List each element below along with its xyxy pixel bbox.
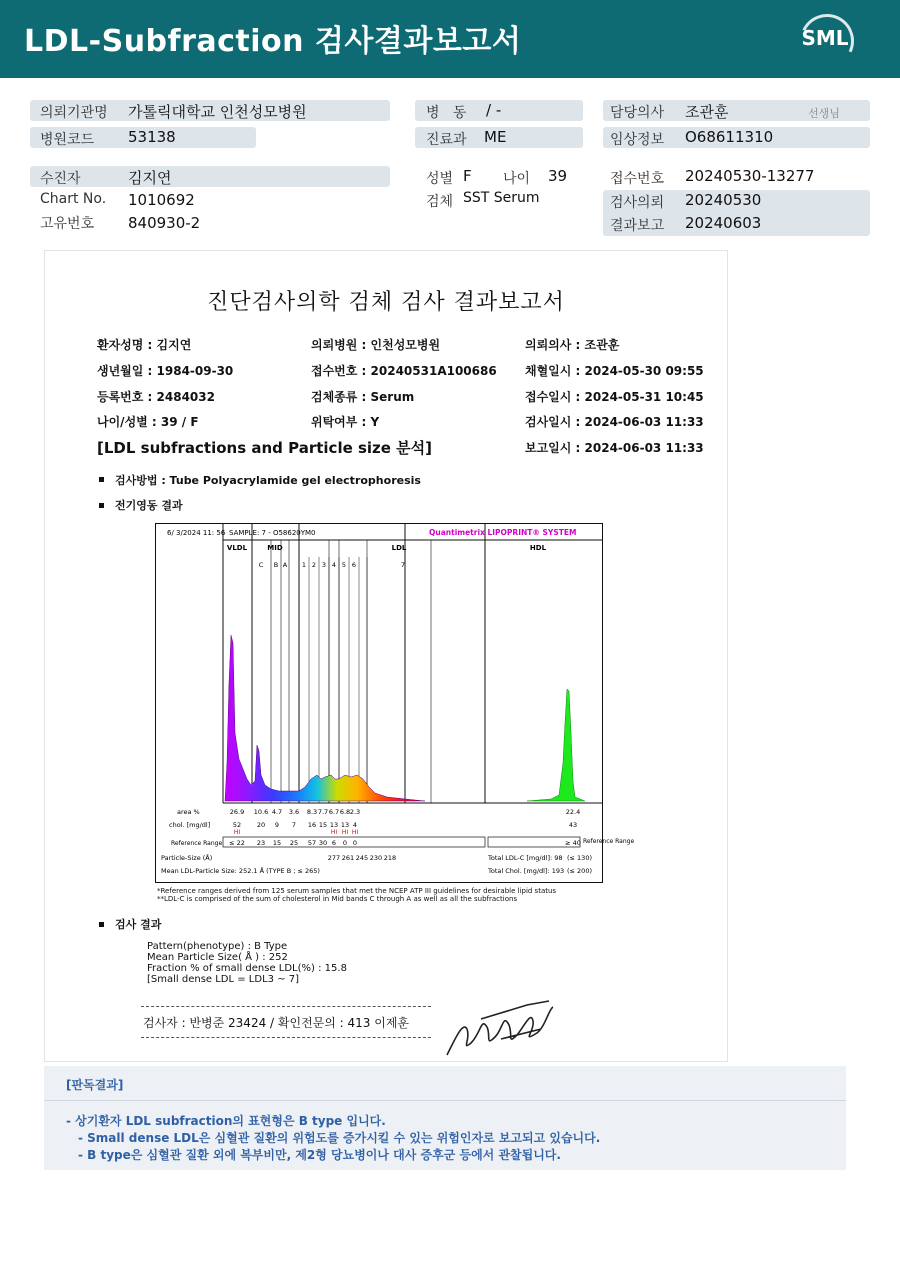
footnote-1: *Reference ranges derived from 125 serum samples that met the NCEP ATP III guidelines for desirable lipid status [157, 887, 557, 895]
band-label-B: B [273, 561, 279, 569]
result-title: 검사 결과 [115, 918, 162, 931]
unique-value: 840930-2 [128, 214, 201, 232]
bullet-method [99, 477, 104, 482]
field-specimen: 검체종류 : Serum [311, 390, 415, 404]
requester-value: 가톨릭대학교 인천성모병원 [128, 103, 307, 121]
bullet-electro [99, 503, 104, 508]
sex-label: 성별 [426, 171, 454, 187]
row-chol-label: chol. [mg/dl] [169, 821, 211, 829]
band-label-1: 1 [301, 561, 307, 569]
particle-size-values [328, 854, 396, 862]
group-label-ldl: LDL [391, 544, 407, 552]
particle-size-3: 230 [369, 854, 383, 862]
chol-value-4: 16 [307, 821, 317, 829]
field-hospital: 의뢰병원 : 인천성모병원 [311, 338, 441, 352]
band-label-C: C [258, 561, 264, 569]
particle-size-1: 261 [341, 854, 355, 862]
band-label-5: 5 [341, 561, 347, 569]
patient-row [30, 166, 390, 187]
field-patient-name: 환자성명 : 김지연 [97, 338, 192, 352]
chol-value-5: 15 [318, 821, 328, 829]
clinical-label: 임상정보 [610, 132, 665, 148]
chol-value-2: 9 [274, 821, 280, 829]
area-value-7: 6.8 [339, 808, 351, 816]
bullet-result [99, 922, 104, 927]
hi-flag-3: HI [351, 829, 359, 836]
field-birth: 생년월일 : 1984-09-30 [97, 364, 234, 378]
report-date-value: 20240603 [685, 214, 762, 232]
requester-label: 의뢰기관명 [40, 105, 108, 121]
hi-flag-0: HI [233, 829, 241, 836]
area-value-3: 3.6 [288, 808, 300, 816]
group-label-vldl: VLDL [226, 544, 248, 552]
ref-value-4: 57 [307, 839, 317, 847]
particle-size-2: 245 [355, 854, 369, 862]
judgement-line-1: - 상기환자 LDL subfraction의 표현형은 B type 입니다. [66, 1114, 386, 1128]
area-value-6: 6.7 [328, 808, 340, 816]
band-label-4: 4 [331, 561, 337, 569]
hi-flag-2: HI [341, 829, 349, 836]
age-value: 39 [548, 167, 568, 185]
hospital-code-value: 53138 [128, 128, 176, 146]
band-label-6: 6 [351, 561, 357, 569]
patient-label: 수진자 [40, 171, 81, 187]
particle-size-4: 218 [383, 854, 397, 862]
area-value-1: 10.6 [253, 808, 269, 816]
field-collect-time: 채혈일시 : 2024-05-30 09:55 [525, 364, 704, 378]
area-value-5: 7.7 [317, 808, 329, 816]
ref-value-7: 0 [342, 839, 348, 847]
page-title: LDL-Subfraction 검사결과보고서 [24, 24, 522, 59]
area-value-2: 4.7 [271, 808, 283, 816]
chol-value-8: 4 [352, 821, 358, 829]
total-ldl-text: Total LDL-C [mg/dl]: 98 [488, 854, 563, 862]
ref-value-2: 15 [272, 839, 282, 847]
ref-value-3: 25 [289, 839, 299, 847]
field-test-time: 검사일시 : 2024-06-03 11:33 [525, 415, 704, 429]
ref-value-6: 6 [331, 839, 337, 847]
ref-value-9: ≥ 40 [565, 839, 581, 847]
field-report-time: 보고일시 : 2024-06-03 11:33 [525, 441, 704, 455]
group-label-hdl: HDL [529, 544, 547, 552]
area-value-0: 26.9 [229, 808, 245, 816]
band-label-2: 2 [311, 561, 317, 569]
dept-label: 진료과 [426, 132, 467, 148]
total-chol-ref: (≤ 200) [567, 867, 592, 875]
doctor-value: 조관훈 [685, 103, 729, 121]
ref-label-right: Reference Range [583, 838, 635, 845]
judgement-line-3: - B type은 심혈관 질환 외에 복부비만, 제2형 당뇨병이나 대사 증후군 등에서 관찰됩니다. [78, 1148, 561, 1162]
request-label: 검사의뢰 [610, 195, 665, 211]
total-chol-text: Total Chol. [mg/dl]: 193 [488, 867, 565, 875]
clinical-value: O68611310 [685, 128, 774, 146]
patient-value: 김지연 [128, 169, 172, 187]
chol-value-7: 13 [340, 821, 350, 829]
field-age-sex: 나이/성별 : 39 / F [97, 415, 199, 429]
report-document [44, 250, 728, 1062]
mean-size-text: Mean LDL-Particle Size: 252.1 Å (TYPE B ; ≤ 265) [161, 867, 320, 875]
result-pattern: Pattern(phenotype) : B Type [147, 941, 288, 952]
chol-value-9: 43 [568, 821, 578, 829]
band-label-A: A [282, 561, 288, 569]
chol-value-1: 20 [256, 821, 266, 829]
specimen-value: SST Serum [463, 190, 540, 206]
total-ldl-ref: (≤ 130) [567, 854, 592, 862]
chol-value-0: 52 [232, 821, 242, 829]
sml-logo [796, 12, 854, 64]
specimen-label: 검체 [426, 194, 454, 210]
field-receipt: 접수번호 : 20240531A100686 [311, 364, 497, 378]
logo-text: SML [801, 26, 849, 50]
area-value-8: 2.3 [349, 808, 361, 816]
chart-no-value: 1010692 [128, 191, 195, 209]
ref-value-0: ≤ 22 [229, 839, 245, 847]
ref-value-5: 30 [318, 839, 328, 847]
particle-size-label: Particle-Size (Å) [161, 854, 213, 862]
footnote-2: **LDL-C is comprised of the sum of cholesterol in Mid bands C through A as well as all the subfractions [157, 895, 518, 903]
lipoprint-chart [155, 523, 635, 883]
judgement-box [44, 1066, 846, 1170]
age-label: 나이 [503, 171, 531, 187]
handwritten-signature [441, 999, 557, 1061]
ref-value-1: 23 [256, 839, 266, 847]
unique-label: 고유번호 [40, 216, 95, 232]
method-text: 검사방법 : Tube Polyacrylamide gel electrophoresis [115, 474, 421, 487]
receipt-value: 20240530-13277 [685, 167, 815, 185]
chart-system-title: Quantimetrix LIPOPRINT® SYSTEM [429, 528, 577, 537]
band-label-7: 7 [400, 561, 406, 569]
judgement-head: [판독결과] [66, 1078, 124, 1092]
report-title: 진단검사의학 검체 검사 결과보고서 [207, 290, 565, 315]
ref-value-8: 0 [352, 839, 358, 847]
doctor-label: 담당의사 [610, 105, 665, 121]
header-bar [0, 0, 900, 78]
chart-sample: SAMPLE: 7 - O58620YM0 [229, 529, 316, 537]
field-reg-no: 등록번호 : 2484032 [97, 390, 215, 404]
ward-label: 병 동 [426, 105, 467, 121]
area-value-9: 22.4 [565, 808, 581, 816]
field-receipt-time: 접수일시 : 2024-05-31 10:45 [525, 390, 704, 404]
result-fraction: Fraction % of small dense LDL(%) : 15.8 [147, 963, 347, 974]
result-mean-size: Mean Particle Size( Å ) : 252 [147, 952, 288, 963]
judgement-line-2: - Small dense LDL은 심혈관 질환의 위험도를 증가시킬 수 있는 위험인자로 보고되고 있습니다. [78, 1131, 601, 1145]
result-sdldl-def: [Small dense LDL = LDL3 ~ 7] [147, 974, 300, 985]
area-value-4: 8.3 [306, 808, 318, 816]
sex-value: F [463, 167, 472, 185]
signature-bottom-rule [141, 1037, 431, 1038]
chol-value-6: 13 [329, 821, 339, 829]
signature-line: 검사자 : 반병준 23424 / 확인전문의 : 413 이제훈 [143, 1016, 410, 1030]
particle-size-0: 277 [327, 854, 341, 862]
field-consign: 위탁여부 : Y [311, 415, 380, 429]
group-label-mid: MID [267, 544, 283, 552]
receipt-label: 접수번호 [610, 171, 665, 187]
request-value: 20240530 [685, 191, 762, 209]
chart-timestamp: 6/ 3/2024 11: 56 [167, 529, 226, 537]
ward-value: / - [486, 101, 502, 119]
band-label-3: 3 [321, 561, 327, 569]
report-date-label: 결과보고 [610, 218, 665, 234]
electro-title: 전기영동 결과 [115, 499, 183, 512]
section-title: [LDL subfractions and Particle size 분석] [97, 439, 433, 457]
field-doctor: 의뢰의사 : 조관훈 [525, 338, 620, 352]
judgement-divider [44, 1100, 846, 1101]
doctor-suffix: 선생님 [808, 107, 840, 120]
hi-flag-1: HI [330, 829, 338, 836]
row-area-label: area % [177, 808, 200, 816]
chart-no-label: Chart No. [40, 191, 107, 207]
dept-value: ME [484, 128, 507, 146]
chol-value-3: 7 [291, 821, 297, 829]
hospital-code-label: 병원코드 [40, 132, 95, 148]
signature-top-rule [141, 1006, 431, 1007]
row-ref-label: Reference Range [171, 840, 223, 847]
